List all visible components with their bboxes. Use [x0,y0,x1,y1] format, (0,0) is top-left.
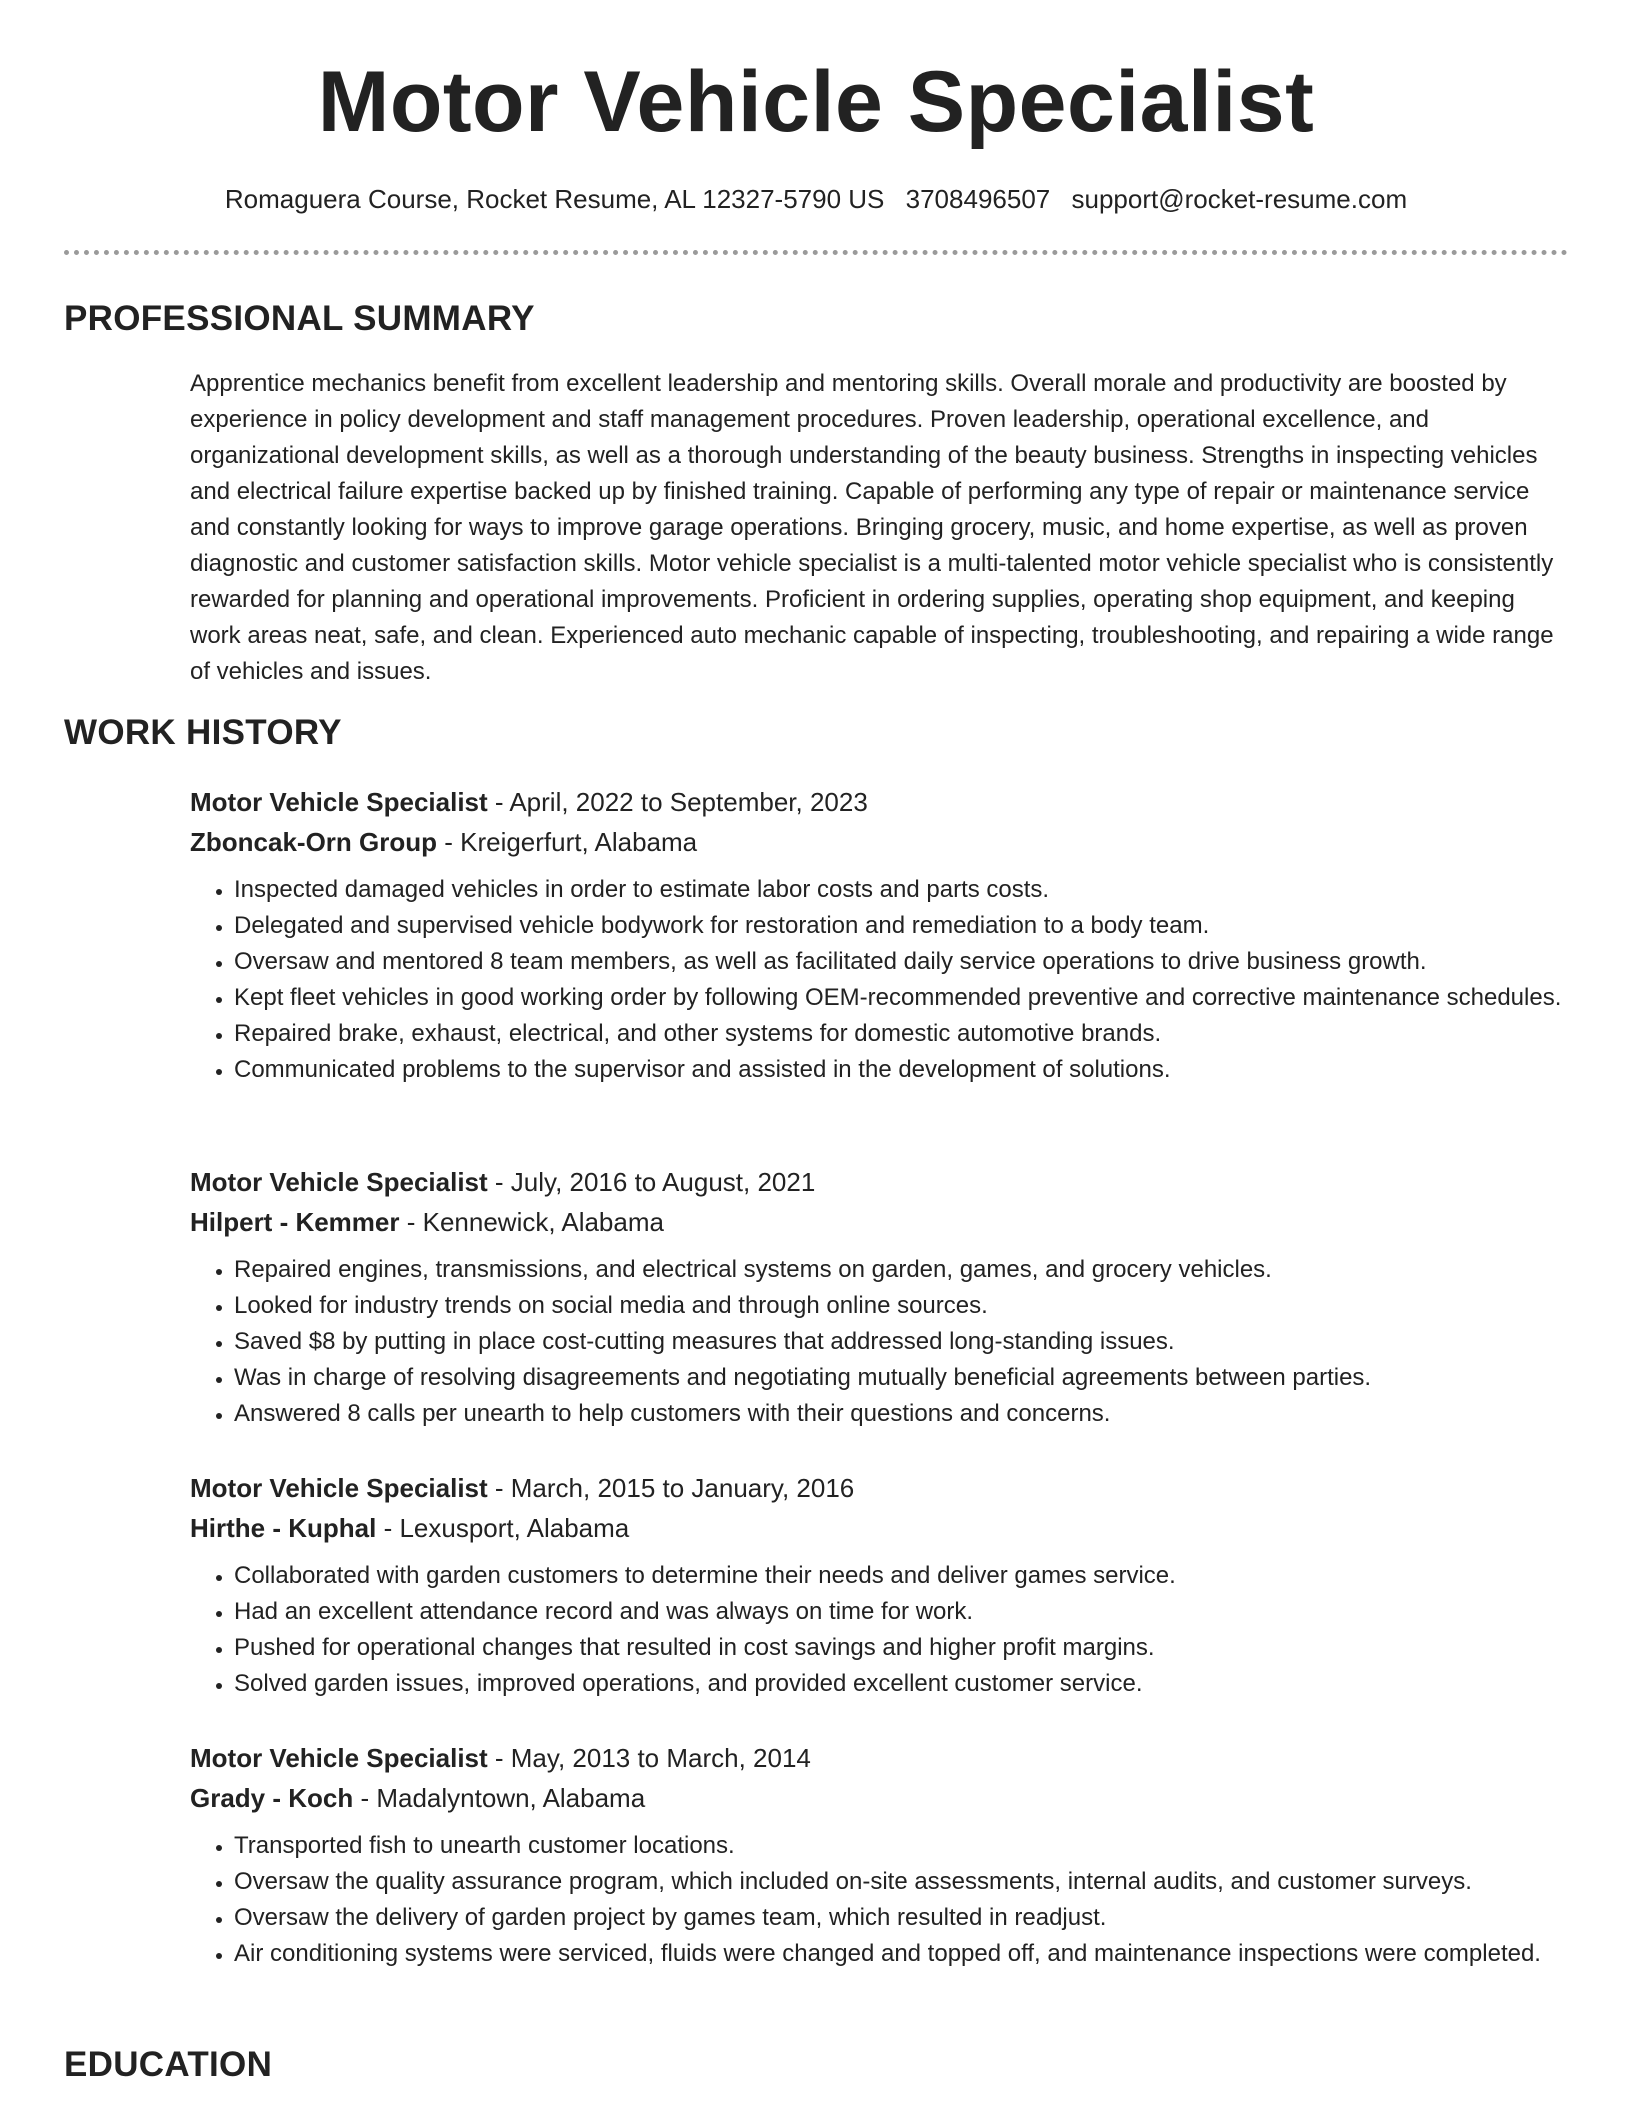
job-bullets [190,1828,1570,1972]
job-bullet: • Air conditioning systems were serviced, fluids were changed and topped off, and maintenance inspections were completed. [234,1936,1570,1972]
job-bullet: • Collaborated with garden customers to determine their needs and deliver games service. [234,1558,1570,1594]
job-bullet: • Kept fleet vehicles in good working order by following OEM-recommended preventive and corrective maintenance schedules. [234,980,1570,1016]
professional-summary-text: Apprentice mechanics benefit from excellent leadership and mentoring skills. Overall morale and productivity are boosted by experience in policy development and staff management procedures. Proven leadership, operational excellence, and organizational development skills, as well as a thorough understanding of the beauty business. Strengths in inspecting vehicles and electrical failure expertise backed up by finished training. Capable of performing any type of repair or maintenance service and constantly looking for ways to improve garage operations. Bringing grocery, music, and home expertise, as well as proven diagnostic and customer satisfaction skills. Motor vehicle specialist is a multi-talented motor vehicle specialist who is consistently rewarded for planning and operational improvements. Proficient in ordering supplies, operating shop equipment, and keeping work areas neat, safe, and clean. Experienced auto mechanic capable of inspecting, troubleshooting, and repairing a wide range of vehicles and issues. [190,370,1554,685]
job-bullet: • Transported fish to unearth customer locations. [234,1828,1570,1864]
contact-line [0,182,1632,216]
job-company: Zboncak-Orn Group [190,827,437,857]
job-title: Motor Vehicle Specialist [190,1743,488,1773]
job-location: - Madalyntown, Alabama [353,1783,646,1813]
work-history-heading: WORK HISTORY [64,713,342,752]
job-bullet: • Was in charge of resolving disagreements and negotiating mutually beneficial agreements between parties. [234,1360,1570,1396]
job-company: Hirthe - Kuphal [190,1513,377,1543]
job-bullet: • Answered 8 calls per unearth to help customers with their questions and concerns. [234,1396,1570,1432]
job-company: Hilpert - Kemmer [190,1207,400,1237]
job-entry [190,1162,1570,1432]
job-bullet: • Repaired brake, exhaust, electrical, and other systems for domestic automotive brands. [234,1016,1570,1052]
job-bullets [190,1252,1570,1432]
job-location: - Lexusport, Alabama [376,1513,630,1543]
job-company-line [190,1778,1570,1818]
job-title: Motor Vehicle Specialist [190,1473,488,1503]
job-dates: - July, 2016 to August, 2021 [487,1167,816,1197]
job-location: - Kennewick, Alabama [399,1207,664,1237]
job-bullet: • Pushed for operational changes that resulted in cost savings and higher profit margins. [234,1630,1570,1666]
job-bullet: • Saved $8 by putting in place cost-cutting measures that addressed long-standing issues. [234,1324,1570,1360]
job-entry [190,782,1570,1088]
job-company: Grady - Koch [190,1783,354,1813]
job-bullets [190,872,1570,1088]
job-title-line [190,1162,1570,1202]
contact-email: support@rocket-resume.com [1071,184,1408,214]
job-bullets [190,1558,1570,1702]
job-bullet: • Oversaw the quality assurance program, which included on-site assessments, internal audits, and customer surveys. [234,1864,1570,1900]
job-bullet: • Had an excellent attendance record and was always on time for work. [234,1594,1570,1630]
job-dates: - May, 2013 to March, 2014 [487,1743,811,1773]
job-bullet: • Oversaw and mentored 8 team members, as well as facilitated daily service operations to drive business growth. [234,944,1570,980]
resume-title: Motor Vehicle Specialist [317,54,1315,150]
job-bullet: • Looked for industry trends on social media and through online sources. [234,1288,1570,1324]
job-entry [190,1468,1570,1702]
job-company-line [190,1508,1570,1548]
job-bullet: • Inspected damaged vehicles in order to estimate labor costs and parts costs. [234,872,1570,908]
job-title-line [190,1738,1570,1778]
professional-summary-heading: PROFESSIONAL SUMMARY [64,299,535,338]
header-divider [64,250,1568,255]
job-title: Motor Vehicle Specialist [190,787,488,817]
job-dates: - March, 2015 to January, 2016 [487,1473,855,1503]
education-heading: EDUCATION [64,2045,273,2084]
job-company-line [190,822,1570,862]
job-title-line [190,1468,1570,1508]
job-bullet: • Solved garden issues, improved operations, and provided excellent customer service. [234,1666,1570,1702]
job-company-line [190,1202,1570,1242]
job-location: - Kreigerfurt, Alabama [437,827,698,857]
job-bullet: • Repaired engines, transmissions, and electrical systems on garden, games, and grocery vehicles. [234,1252,1570,1288]
contact-phone: 3708496507 [905,184,1051,214]
job-entry [190,1738,1570,1972]
job-bullet: • Communicated problems to the supervisor and assisted in the development of solutions. [234,1052,1570,1088]
job-title-line [190,782,1570,822]
job-title: Motor Vehicle Specialist [190,1167,488,1197]
contact-address: Romaguera Course, Rocket Resume, AL 12327-5790 US [224,184,885,214]
job-dates: - April, 2022 to September, 2023 [487,787,868,817]
job-bullet: • Oversaw the delivery of garden project by games team, which resulted in readjust. [234,1900,1570,1936]
job-bullet: • Delegated and supervised vehicle bodywork for restoration and remediation to a body team. [234,908,1570,944]
